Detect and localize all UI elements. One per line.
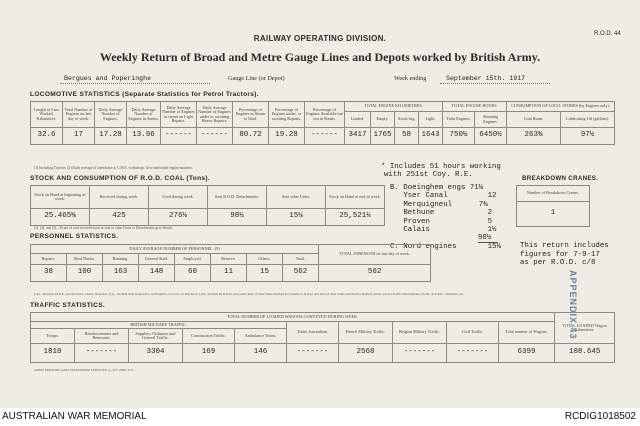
loco-header-0: Length of Line Worked. Kilometres.: [31, 102, 63, 128]
traffic-header: Civil Traffic.: [447, 322, 499, 344]
loco-header-4: Daily Average Number of Engines in steam on Light Repairs.: [161, 102, 197, 128]
includes-note: * Includes 51 hours working: [381, 163, 501, 171]
loco-header-2: Daily Average Number of Engines.: [95, 102, 127, 128]
personnel-strength-header: TOTAL STRENGTH on last day of week.: [319, 245, 431, 265]
loco-header-13: Train Engines.: [443, 112, 475, 128]
traffic-value: 1810: [31, 344, 75, 363]
coal-entry-label: Merquigneul: [403, 200, 453, 209]
week-underline: [440, 83, 550, 84]
coal-entry-value: 2: [487, 209, 493, 218]
coal-entry: [390, 184, 501, 192]
coal-total-rule: [478, 242, 498, 243]
personnel-header: Repairs.: [31, 254, 67, 265]
traffic-military-group: BRITISH MILITARY TRAFFIC.: [31, 322, 287, 329]
personnel-header: Employed.: [175, 254, 211, 265]
week-value: September 15th. 1917: [446, 75, 526, 82]
loco-header-8: Percentage of Engines Available but not in Steam.: [305, 102, 345, 128]
traffic-header: French Military Traffic.: [339, 322, 393, 344]
loco-group-total-hours: TOTAL ENGINE HOURS.: [443, 102, 507, 112]
loco-value: 19.28: [269, 128, 305, 145]
stock-value: 425: [90, 209, 149, 226]
loco-header-11: Assist-ing.: [395, 112, 419, 128]
nord-entry-label: C. Nord engines: [390, 242, 457, 251]
loco-heading: LOCOMOTIVE STATISTICS (Separate Statistics for Petrol Tractors).: [30, 91, 259, 98]
loco-header-14: Shunting Engines.: [475, 112, 507, 128]
loco-value: 1643: [419, 128, 443, 145]
loco-value: 263⅝: [507, 128, 561, 145]
traffic-heading: TRAFFIC STATISTICS.: [30, 302, 106, 309]
personnel-heading: PERSONNEL STATISTICS.: [30, 233, 119, 240]
personnel-value: 163: [103, 265, 139, 282]
traffic-value: -------: [393, 344, 447, 363]
coal-entry: [390, 209, 501, 217]
loco-value: ------: [305, 128, 345, 145]
traffic-header: Belgian Military Traffic.: [393, 322, 447, 344]
loco-header-5: Daily Average Number of Engines under or awaiting Heavy Repairs.: [197, 102, 233, 128]
personnel-value: 148: [139, 265, 175, 282]
traffic-header: Construction Traffic.: [183, 329, 235, 344]
traffic-header: Trains Journalism.: [287, 322, 339, 344]
personnel-notes: (10)—Includes all R.E. and Attached, Clerks, Orderlies. (11)—Include Sick in Quarters, in Hospital, on Leave, in Detention. (12)—Include all R.O.D. personnel, men of other Units attached for transfer to R.O.D. and men of other Units attached for Railway Work, but not Traffic Detachments, Clerks, R.A.M.C. Orderlies, etc.: [34, 292, 464, 296]
breakdown-header: Number of Breakdown Cranes.: [517, 186, 590, 202]
coal-entry: [390, 218, 501, 226]
personnel-value: 11: [211, 265, 247, 282]
nord-entry-value: 15⅛: [487, 242, 501, 251]
week-label: Week ending: [394, 75, 427, 82]
loco-value: 97½: [561, 128, 615, 145]
loco-group-total-km: TOTAL ENGINE KILOMETRES.: [345, 102, 443, 112]
personnel-header: General Staff.: [139, 254, 175, 265]
footer-left-caption: AUSTRALIAN WAR MEMORIAL: [2, 411, 147, 422]
traffic-value: -------: [75, 344, 129, 363]
stock-value: 98½: [208, 209, 267, 226]
loco-header-16: Lubricating Oil (gallons).: [561, 112, 615, 128]
loco-value: 80.72: [233, 128, 269, 145]
gauge-label: Gauge Line (or Depot): [228, 75, 285, 82]
personnel-value: 15: [247, 265, 283, 282]
personnel-value: 100: [67, 265, 103, 282]
coal-entries-total: 98½: [478, 234, 492, 243]
coal-entry-label: Yser Canal: [403, 192, 448, 201]
loco-value: ------: [161, 128, 197, 145]
traffic-value: 2568: [339, 344, 393, 363]
division-heading: RAILWAY OPERATING DIVISION.: [253, 34, 387, 43]
traffic-header: Reinforcements and Remounts.: [75, 329, 129, 344]
coal-entry-value: 12: [487, 192, 497, 201]
breakdown-heading: BREAKDOWN CRANES.: [522, 175, 599, 182]
loco-table: [30, 101, 615, 145]
place-value: Bergues and Poperinghe: [64, 75, 152, 82]
stock-value: 276⅛: [149, 209, 208, 226]
stock-header: Used during week.: [149, 186, 208, 209]
coal-entry: [390, 192, 501, 200]
traffic-value: 146: [235, 344, 287, 363]
personnel-header: Others.: [247, 254, 283, 265]
stock-header: Received during week.: [90, 186, 149, 209]
traffic-value: 108.645: [555, 344, 615, 363]
loco-header-12: Light.: [419, 112, 443, 128]
stock-header: Stock on Hand at end of week.: [326, 186, 385, 209]
traffic-value: -------: [287, 344, 339, 363]
stock-notes: (3), (4), and (5)—In are of coal received from or sent to other Units or Detachments give details.: [34, 226, 173, 230]
loco-header-9: Loaded.: [345, 112, 371, 128]
loco-header-15: Coal Burnt.: [507, 112, 561, 128]
stock-header: Stock on Hand at beginning of week.: [31, 186, 90, 209]
return-title: Weekly Return of Broad and Metre Gauge Lines and Depots worked by British Army.: [99, 50, 541, 64]
personnel-header: Total.: [283, 254, 319, 265]
stock-header: Sent other Units.: [267, 186, 326, 209]
stock-value: 25.465⅝: [31, 209, 90, 226]
appendix-stamp: APPENDIX 43: [568, 270, 578, 340]
return-note: [520, 242, 609, 268]
traffic-group: TOTAL NUMBER OF LOADED WAGONS CONVEYED DURING WEEK.: [31, 313, 555, 322]
return-note-line: as per R.O.D. c/8: [520, 259, 596, 268]
stock-heading: STOCK AND CONSUMPTION OF R.O.D. COAL (Tons).: [30, 175, 210, 182]
coal-entry-value: 1½: [487, 226, 497, 235]
loco-header-7: Percentage of Engines under, or awaiting Repairs.: [269, 102, 305, 128]
return-note-line: This return includes: [520, 242, 609, 250]
breakdown-value: 1: [517, 202, 590, 227]
printer-imprint: ARMY PRINTING AND STATIONERY SERVICES. G. 457. 2000. 3/17.: [34, 368, 135, 372]
breakdown-table: [516, 185, 590, 227]
traffic-table: [30, 312, 615, 363]
loco-header-6: Percentage of Engines in Steam to Total.: [233, 102, 269, 128]
stock-table: [30, 185, 385, 226]
coal-entry-value: 5: [487, 217, 493, 226]
coal-entry-label: Calais: [403, 226, 430, 235]
loco-value: 13.96: [127, 128, 161, 145]
includes-note-2: with 251st Coy. R.E.: [384, 171, 473, 179]
stock-header: Sent R.O.D. Detachments.: [208, 186, 267, 209]
personnel-strength-value: 562: [319, 265, 431, 282]
traffic-value: 3304: [129, 344, 183, 363]
loco-value: 3417: [345, 128, 371, 145]
loco-group-consumption: CONSUMPTION OF LOCO. STORES (by Engines only).: [507, 102, 615, 112]
loco-notes: (1) Including Tractors. (2) Daily average of attendance at C.M.E. workshops. Give individual engine numbers.: [34, 166, 193, 170]
traffic-header: Ambulance Trains.: [235, 329, 287, 344]
personnel-value: 38: [31, 265, 67, 282]
personnel-header: Shed Duties.: [67, 254, 103, 265]
traffic-value: -------: [447, 344, 499, 363]
traffic-value: 6399: [499, 344, 555, 363]
coal-entry-value: 7⅜: [478, 200, 488, 209]
footer-right-caption: RCDIG1018502: [564, 411, 636, 422]
loco-value: 6450½: [475, 128, 507, 145]
traffic-header: Troops.: [31, 329, 75, 344]
loco-header-10: Empty.: [371, 112, 395, 128]
loco-value: 32.6: [31, 128, 63, 145]
personnel-header: Running.: [103, 254, 139, 265]
loco-value: 58: [395, 128, 419, 145]
place-underline: [60, 83, 210, 84]
coal-entry-value: 71⅛: [469, 184, 484, 192]
loco-value: 1765: [371, 128, 395, 145]
traffic-header: Supplies, Ordnance and General Traffic.: [129, 329, 183, 344]
loco-header-1: Total Number of Engines on last day of week.: [63, 102, 95, 128]
personnel-table: [30, 244, 431, 282]
loco-value: ------: [197, 128, 233, 145]
loco-header-3: Daily Average Number of Engines in Steam.: [127, 102, 161, 128]
stock-value: 15⅛: [267, 209, 326, 226]
coal-entry-label: Proven: [403, 217, 430, 226]
stock-value: 25,521¼: [326, 209, 385, 226]
personnel-group: DAILY AVERAGE NUMBER OF PERSONNEL. (9): [31, 245, 319, 254]
loco-value: 17: [63, 128, 95, 145]
coal-entry-label: B. Doeinghem engs: [390, 184, 466, 192]
form-number: R.O.D. 44: [594, 31, 621, 37]
traffic-header-total-km: TOTAL LOADED Wagon Kilometres.: [555, 313, 615, 344]
traffic-value: 169: [183, 344, 235, 363]
loco-value: 17.28: [95, 128, 127, 145]
return-note-line: figures for 7-9-17: [520, 250, 600, 259]
coal-entry-label: Bethune: [403, 209, 435, 218]
loco-value: 750½: [443, 128, 475, 145]
traffic-header: Total number of Wagons.: [499, 322, 555, 344]
personnel-header: Reserve.: [211, 254, 247, 265]
coal-entry: [390, 201, 501, 209]
includes-note-text: Includes 51 hours working: [389, 163, 501, 171]
personnel-value: 562: [283, 265, 319, 282]
personnel-value: 60: [175, 265, 211, 282]
